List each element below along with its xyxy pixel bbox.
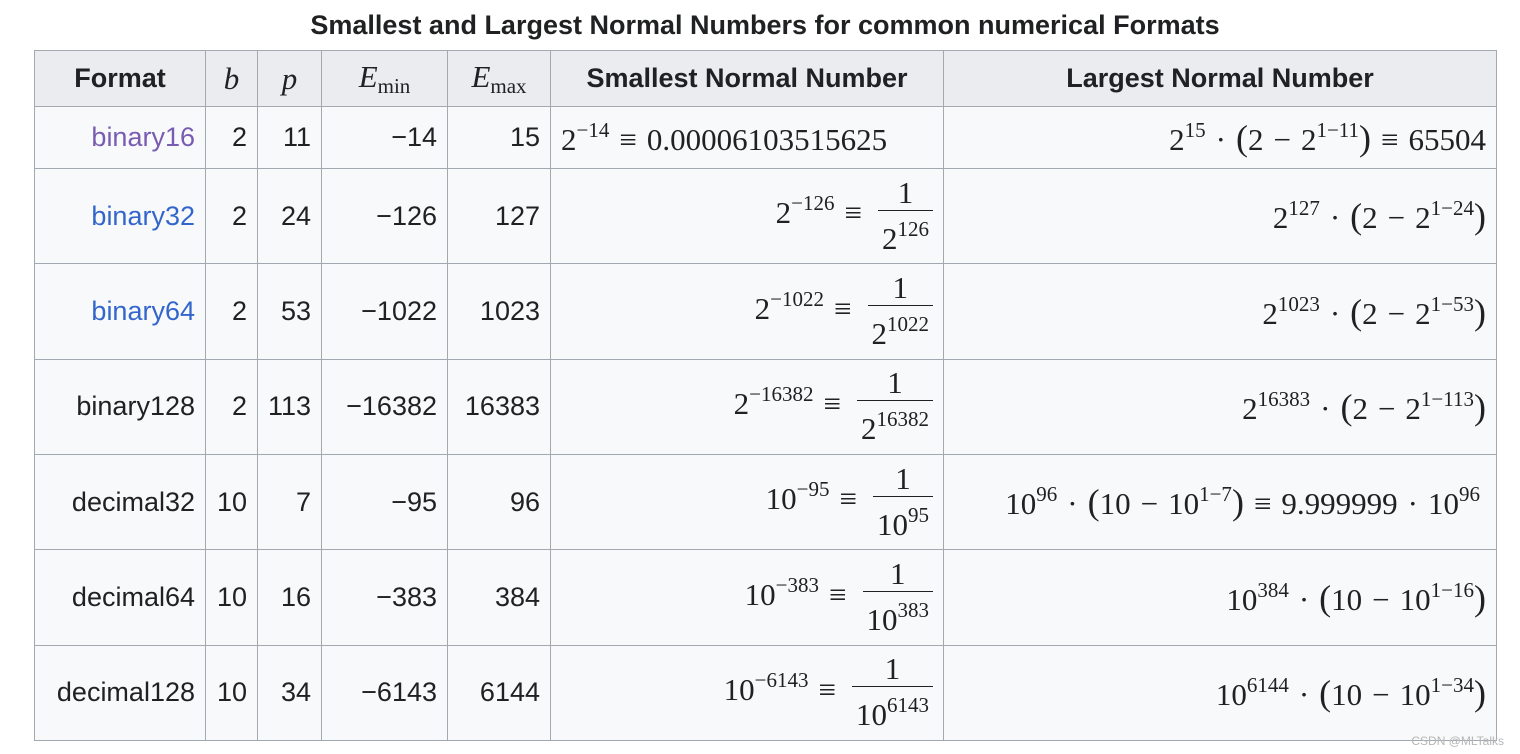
b-cell: 2 [206, 359, 258, 454]
l-base2: 10 [1428, 486, 1459, 522]
s-numerator: 1 [857, 366, 933, 401]
s-denominator [868, 306, 934, 352]
l-base: 10 [1005, 486, 1037, 522]
table-row [35, 645, 1497, 740]
l-dot: · [1320, 390, 1331, 426]
largest-cell [944, 455, 1497, 550]
s-eq: ≡ [823, 386, 841, 422]
l-b: 2 [1415, 200, 1431, 236]
s-den-exp: 6143 [887, 693, 929, 718]
l-eq: ≡ [1253, 486, 1272, 522]
l-a: 2 [1352, 390, 1368, 426]
l-a: 10 [1331, 676, 1363, 712]
header-emax-base: E [471, 58, 491, 94]
l-open: ( [1350, 291, 1363, 332]
s-den-exp: 95 [908, 502, 929, 527]
l-dot: · [1215, 121, 1226, 157]
format-cell[interactable] [35, 169, 206, 264]
l-open: ( [1319, 577, 1332, 618]
watermark: CSDN @MLTalks [1411, 734, 1504, 748]
l-exp: 96 [1036, 482, 1058, 507]
s-denominator [878, 211, 933, 257]
l-b: 10 [1399, 676, 1431, 712]
s-exp: −14 [576, 117, 610, 142]
l-open: ( [1340, 386, 1353, 427]
largest-cell [944, 645, 1497, 740]
p-cell: 24 [258, 169, 322, 264]
l-base: 2 [1262, 295, 1278, 331]
s-base: 2 [754, 290, 771, 326]
l-dot: · [1329, 295, 1341, 331]
largest-cell [944, 264, 1497, 359]
l-base: 2 [1169, 121, 1185, 157]
l-dot: · [1298, 581, 1310, 617]
s-exp: −95 [796, 477, 830, 502]
p-cell: 7 [258, 455, 322, 550]
l-bexp: 1−11 [1316, 117, 1360, 142]
l-base: 2 [1242, 390, 1258, 426]
table-caption: Smallest and Largest Normal Numbers for common numerical Formats [310, 10, 1220, 40]
b-cell: 2 [206, 169, 258, 264]
smallest-cell [551, 645, 944, 740]
emax-cell: 127 [448, 169, 551, 264]
l-exp2: 96 [1459, 482, 1480, 507]
s-eq: ≡ [829, 576, 847, 612]
l-minus: − [1372, 581, 1390, 617]
s-den-base: 2 [871, 316, 887, 352]
emax-cell: 6144 [448, 645, 551, 740]
table-row [35, 107, 1497, 169]
b-cell: 10 [206, 645, 258, 740]
header-emax[interactable] [448, 51, 551, 107]
smallest-cell [551, 264, 944, 359]
emin-cell: −383 [322, 550, 448, 645]
l-b: 2 [1300, 121, 1317, 157]
s-numerator: 1 [863, 557, 934, 592]
l-base: 2 [1272, 200, 1289, 236]
l-open: ( [1235, 117, 1248, 158]
l-value: 9.999999 [1281, 486, 1398, 522]
largest-cell [944, 107, 1497, 169]
l-a: 10 [1331, 581, 1363, 617]
l-close: ) [1474, 386, 1486, 427]
emin-cell: −126 [322, 169, 448, 264]
s-fraction [857, 366, 933, 447]
s-exp: −16382 [749, 382, 814, 407]
p-cell: 113 [258, 359, 322, 454]
l-b: 10 [1168, 486, 1200, 522]
header-emin-sub: min [377, 73, 411, 98]
table-row [35, 359, 1497, 454]
header-emin-base: E [358, 58, 378, 94]
s-den-exp: 383 [897, 598, 929, 623]
l-b: 2 [1415, 295, 1431, 331]
l-open: ( [1350, 196, 1363, 237]
s-den-exp: 16382 [876, 407, 929, 432]
l-a: 2 [1247, 121, 1264, 157]
s-numerator: 1 [878, 176, 933, 211]
s-eq: ≡ [818, 671, 836, 707]
header-b[interactable] [206, 51, 258, 107]
l-exp: 15 [1184, 117, 1206, 142]
l-a: 10 [1099, 486, 1131, 522]
l-open: ( [1319, 672, 1332, 713]
s-base: 2 [775, 195, 792, 231]
l-a: 2 [1362, 200, 1378, 236]
header-emin[interactable] [322, 51, 448, 107]
s-denominator [857, 401, 933, 447]
l-exp: 127 [1288, 196, 1320, 221]
header-smallest[interactable]: Smallest Normal Number [551, 51, 944, 107]
s-base: 2 [733, 386, 750, 422]
b-cell: 2 [206, 107, 258, 169]
header-b-symbol: b [223, 60, 240, 96]
l-close: ) [1474, 291, 1486, 332]
s-fraction [863, 557, 934, 638]
s-eq: ≡ [839, 481, 857, 517]
emax-cell: 96 [448, 455, 551, 550]
l-bexp: 1−7 [1199, 482, 1232, 507]
s-exp: −126 [791, 191, 835, 216]
header-row [35, 51, 1497, 107]
format-link[interactable]: binary16 [91, 122, 195, 153]
smallest-cell [551, 107, 944, 169]
s-den-exp: 1022 [887, 312, 929, 337]
l-close: ) [1474, 196, 1486, 237]
l-bexp: 1−34 [1430, 672, 1474, 697]
table-row [35, 550, 1497, 645]
format-cell: decimal32 [35, 455, 206, 550]
s-den-base: 10 [877, 506, 908, 542]
s-eq: ≡ [834, 290, 852, 326]
largest-cell [944, 359, 1497, 454]
s-exp: −383 [775, 572, 820, 597]
l-exp: 1023 [1277, 291, 1320, 316]
emax-cell: 16383 [448, 359, 551, 454]
p-cell: 16 [258, 550, 322, 645]
s-den-base: 2 [882, 220, 898, 256]
smallest-cell [551, 550, 944, 645]
normal-numbers-table [34, 50, 1497, 741]
s-den-base: 10 [866, 602, 898, 638]
l-exp: 16383 [1257, 386, 1311, 411]
format-cell[interactable] [35, 107, 206, 169]
s-value: 0.00006103515625 [646, 121, 888, 157]
header-largest[interactable]: Largest Normal Number [944, 51, 1497, 107]
l-exp: 384 [1257, 577, 1289, 602]
largest-cell [944, 169, 1497, 264]
b-cell: 10 [206, 550, 258, 645]
s-fraction [873, 462, 933, 543]
s-base: 2 [561, 121, 577, 157]
s-fraction [868, 271, 934, 352]
l-value: 65504 [1408, 121, 1486, 157]
p-cell: 53 [258, 264, 322, 359]
largest-cell [944, 550, 1497, 645]
l-bexp: 1−24 [1430, 196, 1474, 221]
s-fraction [852, 652, 933, 733]
l-eq: ≡ [1381, 121, 1399, 157]
l-dot: · [1067, 486, 1078, 522]
p-cell: 34 [258, 645, 322, 740]
l-minus: − [1377, 390, 1396, 426]
l-bexp: 1−16 [1430, 577, 1474, 602]
s-denominator [852, 687, 933, 733]
l-close: ) [1474, 672, 1486, 713]
l-base: 10 [1226, 581, 1258, 617]
format-cell: decimal64 [35, 550, 206, 645]
s-exp: −1022 [770, 286, 825, 311]
s-numerator: 1 [873, 462, 933, 497]
b-cell: 2 [206, 264, 258, 359]
emin-cell: −14 [322, 107, 448, 169]
s-exp: −6143 [754, 667, 809, 692]
table-row [35, 169, 1497, 264]
l-base: 10 [1215, 676, 1247, 712]
l-close: ) [1359, 117, 1372, 158]
format-link[interactable]: binary64 [91, 296, 195, 327]
l-minus: − [1273, 121, 1291, 157]
l-open: ( [1087, 482, 1100, 523]
s-denominator [863, 592, 934, 638]
header-format[interactable]: Format [35, 51, 206, 107]
emin-cell: −16382 [322, 359, 448, 454]
l-dot: · [1329, 200, 1341, 236]
s-numerator: 1 [852, 652, 933, 687]
table-row [35, 264, 1497, 359]
header-p-symbol: p [281, 60, 298, 96]
header-emax-sub: max [490, 73, 527, 98]
s-den-base: 10 [856, 697, 887, 733]
s-eq: ≡ [619, 121, 637, 157]
s-eq: ≡ [844, 195, 862, 231]
l-minus: − [1140, 486, 1159, 522]
l-bexp: 1−53 [1430, 291, 1474, 316]
s-fraction [878, 176, 933, 257]
l-dot2: · [1407, 486, 1418, 522]
emin-cell: −1022 [322, 264, 448, 359]
emax-cell: 384 [448, 550, 551, 645]
s-base: 10 [723, 671, 755, 707]
l-a: 2 [1362, 295, 1378, 331]
smallest-cell [551, 169, 944, 264]
l-exp: 6144 [1246, 672, 1289, 697]
b-cell: 10 [206, 455, 258, 550]
emin-cell: −95 [322, 455, 448, 550]
emax-cell: 1023 [448, 264, 551, 359]
s-base: 10 [744, 576, 776, 612]
s-den-base: 2 [861, 411, 877, 447]
l-b: 10 [1399, 581, 1431, 617]
s-numerator: 1 [868, 271, 934, 306]
format-cell: decimal128 [35, 645, 206, 740]
table-row [35, 455, 1497, 550]
l-minus: − [1372, 676, 1390, 712]
l-minus: − [1387, 295, 1406, 331]
l-b: 2 [1405, 390, 1421, 426]
format-link[interactable]: binary32 [91, 200, 195, 231]
l-close: ) [1231, 482, 1244, 523]
s-den-exp: 126 [897, 216, 929, 241]
l-close: ) [1474, 577, 1486, 618]
emin-cell: −6143 [322, 645, 448, 740]
p-cell: 11 [258, 107, 322, 169]
l-bexp: 1−113 [1420, 386, 1474, 411]
format-cell[interactable] [35, 264, 206, 359]
format-cell: binary128 [35, 359, 206, 454]
s-denominator [873, 497, 933, 543]
emax-cell: 15 [448, 107, 551, 169]
smallest-cell [551, 359, 944, 454]
s-base: 10 [765, 481, 797, 517]
l-dot: · [1298, 676, 1310, 712]
header-p[interactable] [258, 51, 322, 107]
l-minus: − [1387, 200, 1406, 236]
smallest-cell [551, 455, 944, 550]
